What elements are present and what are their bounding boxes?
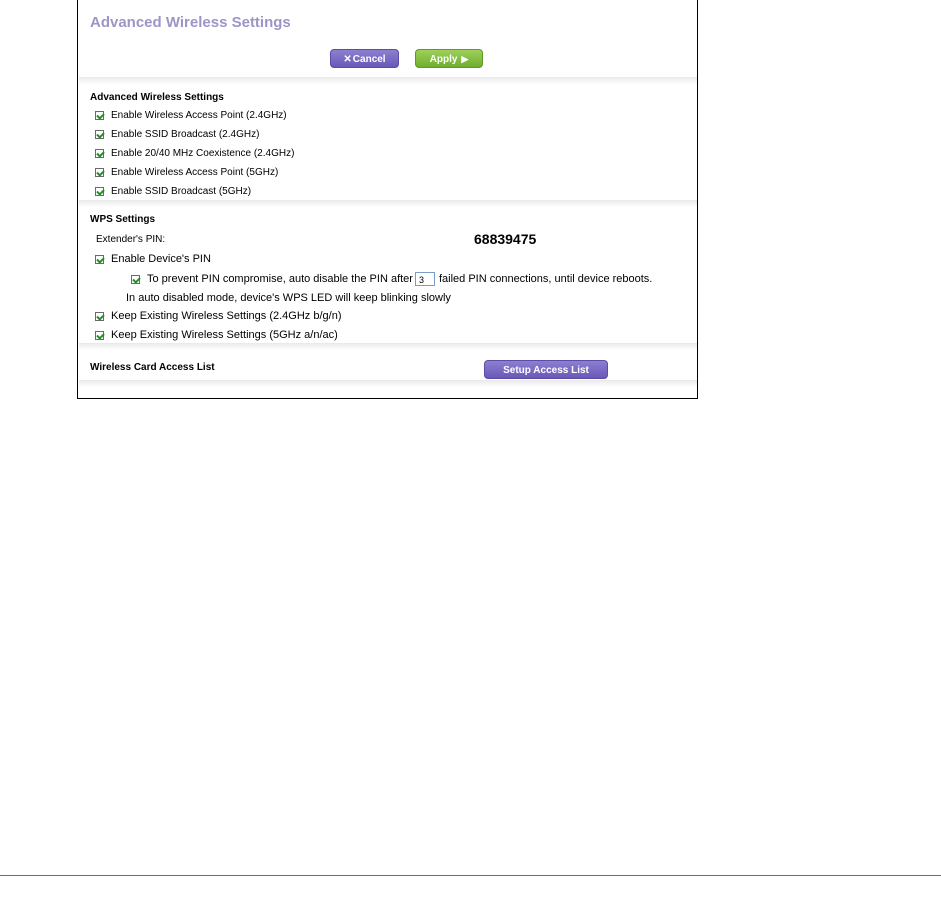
section-divider xyxy=(79,77,697,84)
checkbox-keep-24[interactable] xyxy=(95,312,104,321)
page-title: Advanced Wireless Settings xyxy=(90,14,291,31)
checkbox-ssid-5[interactable] xyxy=(95,187,104,196)
section-divider xyxy=(79,343,697,350)
checkbox-enable-pin[interactable] xyxy=(95,255,104,264)
apply-label: Apply xyxy=(429,54,458,65)
checkbox-row-auto-disable[interactable] xyxy=(131,272,652,286)
apply-button[interactable] xyxy=(415,49,483,68)
checkbox-keep-5[interactable] xyxy=(95,331,104,340)
checkbox-label: Keep Existing Wireless Settings (2.4GHz b/g/n) xyxy=(111,310,342,322)
checkbox-ap-5[interactable] xyxy=(95,168,104,177)
pin-value: 68839475 xyxy=(474,231,537,247)
checkbox-row-keep-5[interactable] xyxy=(95,329,338,341)
section-divider xyxy=(79,380,697,387)
checkbox-ssid-24[interactable] xyxy=(95,130,104,139)
advanced-section-title: Advanced Wireless Settings xyxy=(90,92,224,103)
checkbox-row-ssid-5[interactable] xyxy=(95,186,251,197)
cancel-label: Cancel xyxy=(352,54,386,65)
checkbox-label: Enable Device's PIN xyxy=(111,253,211,265)
checkbox-label: Enable 20/40 MHz Coexistence (2.4GHz) xyxy=(111,148,295,159)
page-footer-rule xyxy=(0,875,941,876)
play-arrow-icon: ▶ xyxy=(461,54,469,64)
checkbox-row-ap-5[interactable] xyxy=(95,167,278,178)
settings-panel xyxy=(77,0,698,399)
checkbox-row-ssid-24[interactable] xyxy=(95,129,259,140)
checkbox-label: Enable Wireless Access Point (2.4GHz) xyxy=(111,110,287,121)
setup-access-list-button[interactable]: Setup Access List xyxy=(484,360,608,379)
auto-disable-suffix: failed PIN connections, until device reboots. xyxy=(438,273,653,285)
auto-disable-note: In auto disabled mode, device's WPS LED will keep blinking slowly xyxy=(126,292,451,304)
checkbox-row-enable-pin[interactable] xyxy=(95,253,211,265)
checkbox-row-coexistence[interactable] xyxy=(95,148,294,159)
failed-attempts-input[interactable]: 3 xyxy=(415,272,435,286)
cancel-button[interactable] xyxy=(330,49,399,68)
access-list-title: Wireless Card Access List xyxy=(90,362,215,373)
checkbox-row-keep-24[interactable] xyxy=(95,310,341,322)
pin-label: Extender's PIN: xyxy=(96,234,166,245)
checkbox-label: Enable SSID Broadcast (5GHz) xyxy=(111,186,252,197)
checkbox-label: Keep Existing Wireless Settings (5GHz a/n/ac) xyxy=(111,329,338,341)
checkbox-row-ap-24[interactable] xyxy=(95,110,287,121)
checkbox-label: Enable Wireless Access Point (5GHz) xyxy=(111,167,279,178)
wps-section-title: WPS Settings xyxy=(90,214,156,225)
checkbox-ap-24[interactable] xyxy=(95,111,104,120)
close-icon: ✕ xyxy=(343,54,352,65)
checkbox-auto-disable[interactable] xyxy=(131,275,140,284)
checkbox-coexistence[interactable] xyxy=(95,149,104,158)
section-divider xyxy=(79,200,697,207)
checkbox-label: Enable SSID Broadcast (2.4GHz) xyxy=(111,129,260,140)
auto-disable-prefix: To prevent PIN compromise, auto disable the PIN after xyxy=(147,273,413,285)
